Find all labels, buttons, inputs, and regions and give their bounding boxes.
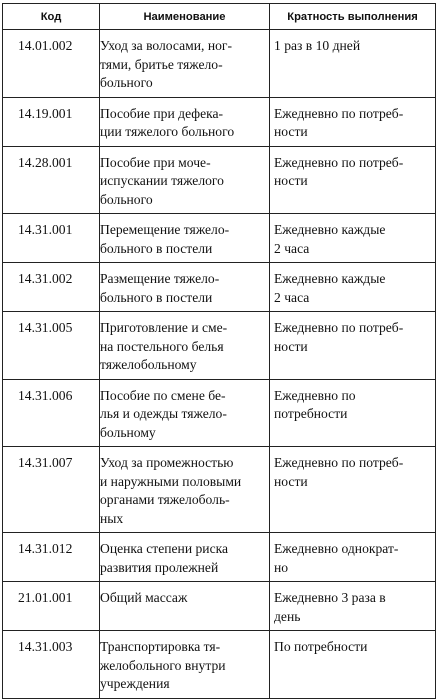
row-name-cell xyxy=(100,97,270,146)
table-row xyxy=(3,97,436,146)
row-code: 21.01.001 xyxy=(18,590,73,605)
row-frequency-cell xyxy=(270,312,436,380)
row-frequency-cell xyxy=(270,447,436,533)
row-name-cell xyxy=(100,263,270,312)
row-code-cell xyxy=(3,447,100,533)
row-code-cell xyxy=(3,146,100,214)
table-row xyxy=(3,146,436,214)
table-row xyxy=(3,263,436,312)
row-name-cell xyxy=(100,312,270,380)
row-name-cell xyxy=(100,582,270,631)
row-name: Приготовление и сме- на постельного белья тяжелобольному xyxy=(100,320,228,372)
row-frequency: Ежедневно по потреб- ности xyxy=(274,105,404,139)
row-name-cell xyxy=(100,146,270,214)
row-code: 14.28.001 xyxy=(18,154,73,170)
row-name: Уход за волосами, ног- тями, бритье тяжело- больного xyxy=(100,38,233,90)
row-code-cell xyxy=(3,631,100,699)
row-name: Общий массаж xyxy=(100,590,188,605)
row-name: Пособие по смене бе- лья и одежды тяжело- больному xyxy=(100,387,227,440)
row-frequency: Ежедневно по потребности xyxy=(274,387,356,421)
row-frequency-cell xyxy=(270,533,436,582)
row-frequency: Ежедневно однократ- но xyxy=(274,541,399,575)
row-frequency: Ежедневно по потреб- ности xyxy=(274,320,404,354)
table-row xyxy=(3,582,436,631)
row-frequency: Ежедневно каждые 2 часа xyxy=(274,222,386,256)
row-frequency-cell xyxy=(270,631,436,699)
row-frequency-cell xyxy=(270,30,436,98)
row-code-cell xyxy=(3,97,100,146)
table-row xyxy=(3,379,436,447)
row-frequency-cell xyxy=(270,214,436,263)
row-frequency-cell xyxy=(270,379,436,447)
row-code: 14.31.006 xyxy=(18,387,73,403)
row-name-cell xyxy=(100,214,270,263)
row-name: Пособие при дефека- ции тяжелого больного xyxy=(100,105,235,139)
procedures-table xyxy=(2,3,436,699)
row-code: 14.31.005 xyxy=(18,320,73,335)
row-frequency: По потребности xyxy=(274,639,368,654)
row-name-cell xyxy=(100,379,270,447)
row-name: Пособие при моче- испускании тяжелого больного xyxy=(100,154,224,207)
table-body xyxy=(3,30,436,699)
row-code: 14.31.002 xyxy=(18,271,73,286)
header-name: Наименование xyxy=(100,4,270,30)
table-row xyxy=(3,312,436,380)
row-code: 14.31.003 xyxy=(18,639,73,654)
row-frequency-cell xyxy=(270,582,436,631)
row-frequency: 1 раз в 10 дней xyxy=(274,38,361,53)
header-code: Код xyxy=(3,4,100,30)
row-code: 14.31.012 xyxy=(18,541,73,556)
row-name-cell xyxy=(100,631,270,699)
row-frequency-cell xyxy=(270,263,436,312)
row-code: 14.31.007 xyxy=(18,455,73,470)
row-code-cell xyxy=(3,312,100,380)
row-name-cell xyxy=(100,533,270,582)
row-name: Уход за промежностью и наружными половыми органами тяжелоболь- ных xyxy=(100,455,242,526)
row-code: 14.01.002 xyxy=(18,38,73,53)
row-name: Перемещение тяжело- больного в постели xyxy=(100,222,230,256)
row-code-cell xyxy=(3,379,100,447)
table-row xyxy=(3,533,436,582)
table-row xyxy=(3,447,436,533)
row-frequency-cell xyxy=(270,146,436,214)
row-frequency: Ежедневно по потреб- ности xyxy=(274,154,404,188)
table-row xyxy=(3,631,436,699)
row-frequency: Ежедневно каждые 2 часа xyxy=(274,271,386,305)
row-code-cell xyxy=(3,263,100,312)
row-code-cell xyxy=(3,582,100,631)
row-name: Размещение тяжело- больного в постели xyxy=(100,271,220,305)
row-frequency: Ежедневно 3 раза в день xyxy=(274,590,386,624)
table-row xyxy=(3,214,436,263)
header-row xyxy=(3,4,436,30)
row-name-cell xyxy=(100,30,270,98)
row-frequency-cell xyxy=(270,97,436,146)
row-name: Оценка степени риска развития пролежней xyxy=(100,541,229,575)
row-code: 14.31.001 xyxy=(18,222,73,237)
row-code: 14.19.001 xyxy=(18,105,73,121)
row-name-cell xyxy=(100,447,270,533)
header-frequency: Кратность выполнения xyxy=(270,4,436,30)
row-code-cell xyxy=(3,214,100,263)
row-code-cell xyxy=(3,533,100,582)
row-code-cell xyxy=(3,30,100,98)
table-row xyxy=(3,30,436,98)
row-name: Транспортировка тя- желобольного внутри учреждения xyxy=(100,639,226,691)
row-frequency: Ежедневно по потреб- ности xyxy=(274,455,404,489)
